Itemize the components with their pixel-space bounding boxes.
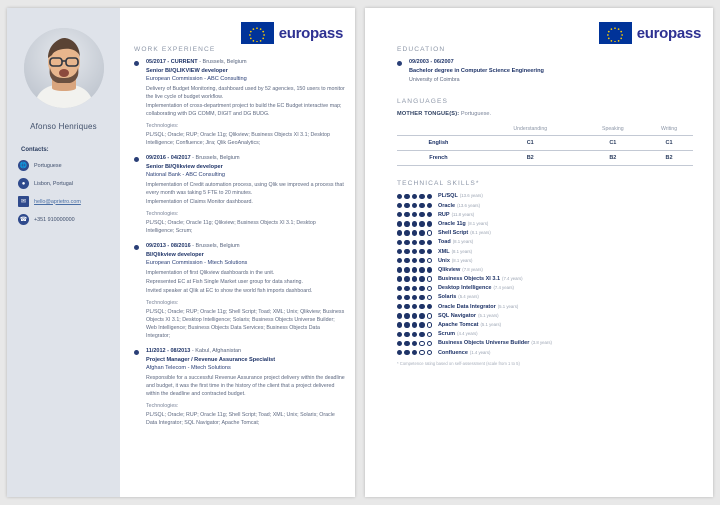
rating-dot-filled [412, 203, 417, 208]
work-entry-role: Senior BI/Qlikview developer [146, 163, 223, 170]
skill-list [397, 193, 693, 355]
rating-dot-filled [404, 221, 409, 226]
work-entry-location: - Brussels, Belgium [190, 154, 240, 161]
rating-dot-filled [419, 212, 424, 217]
europass-wordmark: europass [278, 24, 343, 42]
skill-row [397, 203, 693, 209]
work-entry-date: 09/2016 - 04/2017 - Brussels, Belgium [146, 154, 240, 161]
work-experience-section [120, 8, 355, 497]
skill-years: (7.4 years) [502, 276, 523, 282]
rating-dot-filled [427, 304, 432, 309]
technologies-block [146, 300, 345, 340]
skill-name [438, 276, 523, 282]
location-pin-icon: ● [18, 178, 29, 189]
languages-cell-language: English [397, 136, 480, 151]
skill-name-text: Apache Tomcat [437, 322, 479, 329]
rating-dot-filled [427, 212, 432, 217]
skill-rating-dots [397, 304, 432, 309]
skill-name-text: Oracle 11g [437, 220, 466, 227]
skill-rating-dots [397, 221, 432, 226]
rating-dot-filled [412, 258, 417, 263]
rating-dot-filled [397, 304, 402, 309]
rating-dot-empty [427, 276, 432, 281]
skill-name [438, 340, 552, 346]
rating-dot-filled [412, 313, 417, 318]
work-entry-list [134, 59, 345, 427]
education-entry [397, 59, 693, 84]
rating-dot-filled [419, 249, 424, 254]
rating-dot-filled [404, 350, 409, 355]
rating-dot-filled [404, 341, 409, 346]
rating-dot-empty [427, 313, 432, 318]
rating-dot-filled [397, 332, 402, 337]
technologies-label: Technologies: [146, 299, 179, 306]
cv-page-2 [365, 8, 713, 497]
work-entry-location: - Kabul, Afghanistan [190, 347, 242, 354]
work-entry [134, 243, 345, 340]
languages-cell-writing: B2 [645, 151, 693, 166]
languages-cell-understanding: B2 [480, 151, 581, 166]
rating-dot-filled [397, 194, 402, 199]
rating-dot-filled [419, 240, 424, 245]
bullet-icon [134, 350, 139, 355]
rating-dot-filled [412, 230, 417, 235]
skill-name [438, 313, 499, 319]
skill-row [397, 221, 693, 227]
skill-row [397, 258, 693, 264]
skill-name [438, 193, 483, 199]
mother-tongue-value: Portuguese. [459, 111, 492, 118]
skill-years: (5.4 years) [458, 294, 479, 300]
skill-rating-dots [397, 322, 432, 327]
globe-icon: 🌐 [18, 160, 29, 171]
page2-content [365, 8, 713, 497]
contact-phone-text: +351 910000000 [34, 216, 75, 223]
rating-dot-filled [427, 221, 432, 226]
contact-email-text[interactable]: hello@aprietro.com [34, 198, 81, 205]
skill-rating-dots [397, 230, 432, 235]
work-entry-company: Afghan Telecom - Mtech Solutions [146, 365, 231, 372]
skill-name-text: SQL Navigator [437, 312, 477, 319]
rating-dot-filled [404, 249, 409, 254]
skill-name-text: Scrum [437, 331, 456, 338]
skill-row [397, 313, 693, 319]
skill-rating-dots [397, 249, 432, 254]
education-school: University of Coimbra [409, 77, 460, 84]
skill-row [397, 340, 693, 346]
skill-name [438, 285, 514, 291]
rating-dot-filled [404, 322, 409, 327]
work-entry-role: Senior BI/QLIKVIEW developer [146, 67, 228, 74]
rating-dot-empty [427, 350, 432, 355]
rating-dot-filled [397, 258, 402, 263]
skill-years: (7.4 years) [493, 285, 514, 291]
rating-dot-filled [404, 194, 409, 199]
rating-dot-filled [419, 267, 424, 272]
rating-dot-filled [412, 194, 417, 199]
skill-row [397, 212, 693, 218]
skill-rating-dots [397, 341, 432, 346]
skill-name [438, 239, 473, 245]
skill-name [438, 221, 488, 227]
contact-email[interactable] [15, 196, 112, 207]
work-entry-description-line: Responsible for a successful Revenue Assurance project delivery within the deadline and budget, it was the first time in the history of the client that a project delivered within the deadline and contracted budget. [146, 374, 345, 397]
rating-dot-filled [427, 203, 432, 208]
contact-location-text: Lisbon, Portugal [34, 180, 73, 187]
languages-table-header [397, 124, 693, 136]
rating-dot-filled [419, 230, 424, 235]
contact-location [15, 178, 112, 189]
rating-dot-empty [427, 332, 432, 337]
bullet-icon [134, 157, 139, 162]
skill-name [438, 294, 479, 300]
rating-dot-filled [412, 304, 417, 309]
bullet-icon [134, 245, 139, 250]
languages-table-body [397, 136, 693, 166]
rating-dot-empty [419, 350, 424, 355]
skill-row [397, 350, 693, 356]
rating-dot-filled [397, 350, 402, 355]
rating-dot-filled [404, 240, 409, 245]
skill-years: (8.1 years) [451, 257, 473, 263]
technologies-block [146, 403, 345, 427]
rating-dot-filled [397, 230, 402, 235]
skill-years: (7.8 years) [462, 266, 483, 272]
contact-nationality [15, 160, 112, 171]
skill-years: (11.8 years) [451, 211, 475, 217]
skill-name-text: Unix [437, 257, 450, 264]
europass-wordmark: europass [636, 24, 701, 42]
rating-dot-filled [404, 203, 409, 208]
rating-dot-filled [412, 295, 417, 300]
rating-dot-filled [397, 267, 402, 272]
rating-dot-filled [419, 194, 424, 199]
rating-dot-filled [404, 267, 409, 272]
work-entry-company: European Commission - Mtech Solutions [146, 260, 248, 267]
rating-dot-filled [427, 240, 432, 245]
skill-rating-dots [397, 286, 432, 291]
skill-rating-dots [397, 332, 432, 337]
rating-dot-filled [427, 267, 432, 272]
skill-years: (5.1 years) [480, 322, 502, 328]
rating-dot-filled [412, 240, 417, 245]
rating-dot-filled [397, 240, 402, 245]
technologies-label: Technologies: [146, 122, 179, 129]
technologies-block [146, 211, 345, 235]
rating-dot-filled [419, 295, 424, 300]
rating-dot-filled [427, 194, 432, 199]
education-degree: Bachelor degree in Computer Science Engineering [409, 67, 544, 74]
rating-dot-filled [419, 276, 424, 281]
languages-column-header: Writing [661, 126, 678, 133]
skill-name-text: Oracle [437, 202, 456, 209]
rating-dot-filled [412, 322, 417, 327]
skill-years: (13.6 years) [457, 202, 481, 208]
rating-dot-filled [397, 295, 402, 300]
rating-dot-filled [419, 332, 424, 337]
envelope-icon: ✉ [18, 196, 29, 207]
skill-years: (8.1 years) [451, 248, 473, 254]
rating-dot-filled [412, 221, 417, 226]
work-experience-title: WORK EXPERIENCE [134, 46, 216, 53]
skill-name [438, 322, 501, 328]
rating-dot-filled [412, 332, 417, 337]
skill-row [397, 322, 693, 328]
skill-name-text: Solaris [437, 294, 457, 301]
rating-dot-empty [427, 286, 432, 291]
rating-dot-filled [419, 203, 424, 208]
languages-column-header: Understanding [513, 126, 548, 133]
skill-name [438, 267, 483, 273]
skill-years: (4.4 years) [457, 331, 478, 337]
languages-cell-speaking: C1 [581, 136, 646, 151]
work-entry-description-line: Implementation of Claims Monitor dashboard. [146, 198, 253, 205]
bullet-icon [397, 61, 402, 66]
bullet-icon [134, 61, 139, 66]
rating-dot-empty [427, 341, 432, 346]
languages-cell-speaking: B2 [581, 151, 646, 166]
skill-name-text: XML [437, 248, 450, 255]
skill-name-text: Confluence [437, 349, 468, 356]
work-entry-description-line: Delivery of Budget Monitoring, dashboard used by 52 agencies, 150 users to monitor the live cycle of budget workflow. [146, 85, 345, 100]
rating-dot-filled [419, 304, 424, 309]
skill-row [397, 294, 693, 300]
skill-name [438, 331, 478, 337]
rating-dot-empty [427, 230, 432, 235]
rating-dot-filled [397, 286, 402, 291]
mother-tongue [397, 111, 693, 117]
skill-row [397, 285, 693, 291]
rating-dot-filled [397, 203, 402, 208]
skill-row [397, 193, 693, 199]
skill-name [438, 350, 491, 356]
rating-dot-filled [404, 230, 409, 235]
technologies-list: PL/SQL; Oracle; RUP; Oracle 11g; Shell Script; Toad; XML; Unix; Qlikview; Business Objects XI 3.1; Desktop Intelligence; Solaris; Business Objects Universe Builder; Web Intelligence; Business Objects Data Services; Business Objects Data Integrator; [146, 308, 345, 339]
languages-column-header [397, 124, 480, 136]
work-entry-company: National Bank - ABC Consulting [146, 172, 225, 179]
skill-rating-dots [397, 194, 432, 199]
skill-name-text: Business Objects Universe Builder [437, 340, 530, 347]
skill-name-text: Qlikview [437, 266, 461, 273]
person-name: Afonso Henriques [30, 122, 97, 131]
cv-page-1 [7, 8, 355, 497]
mother-tongue-label: MOTHER TONGUE(S): [397, 111, 460, 118]
rating-dot-filled [419, 221, 424, 226]
skill-name [438, 212, 474, 218]
work-entry [134, 348, 345, 427]
skill-name [438, 230, 491, 236]
education-title: EDUCATION [397, 46, 446, 53]
rating-dot-filled [397, 313, 402, 318]
work-entry-description-line: Implementation of first Qlikview dashboards in the unit. [146, 269, 275, 276]
languages-cell-language: French [397, 151, 480, 166]
skill-rating-dots [397, 267, 432, 272]
rating-dot-filled [404, 313, 409, 318]
languages-cell-understanding: C1 [480, 136, 581, 151]
work-entry-date: 09/2013 - 08/2016 - Brussels, Belgium [146, 242, 240, 249]
work-entry-description-line: Implementation of cross-department project to build the EC Budget interactive map; collaborating with DG COMM, DIGIT and DG BUDG. [146, 102, 342, 117]
languages-row [397, 151, 693, 166]
skill-row [397, 276, 693, 282]
rating-dot-filled [397, 212, 402, 217]
skill-rating-dots [397, 203, 432, 208]
skills-footnote: * Competence rating based on self-assessment (scale from 1 to 5) [397, 360, 520, 366]
work-entry-description-line: Implementation of Credit automation process, using Qlik we improved a process that every month was taking 5 FTE to 20 minutes. [146, 181, 344, 196]
work-entry [134, 155, 345, 235]
languages-table [397, 124, 693, 166]
rating-dot-filled [419, 258, 424, 263]
skill-years: (13.6 years) [459, 193, 483, 199]
work-entry-date: 11/2012 - 08/2013 - Kabul, Afghanistan [146, 347, 242, 354]
contacts-label: Contacts: [21, 147, 49, 153]
skill-name-text: Business Objects XI 3.1 [437, 276, 501, 283]
rating-dot-filled [404, 276, 409, 281]
rating-dot-filled [397, 322, 402, 327]
technical-skills-title: TECHNICAL SKILLS* [397, 180, 480, 188]
skill-name [438, 304, 518, 310]
work-entry-location: - Brussels, Belgium [190, 242, 240, 249]
skill-name [438, 258, 472, 264]
skill-row [397, 267, 693, 273]
rating-dot-filled [419, 286, 424, 291]
skill-years: (5.1 years) [478, 312, 499, 318]
rating-dot-filled [412, 267, 417, 272]
languages-cell-writing: C1 [645, 136, 693, 151]
rating-dot-filled [412, 212, 417, 217]
technologies-list: PL/SQL; Oracle; Oracle 11g; Qlikview; Business Objects XI 3.1; Desktop Intelligence; Scrum; [146, 219, 316, 234]
skill-rating-dots [397, 350, 432, 355]
rating-dot-filled [427, 249, 432, 254]
skill-row [397, 239, 693, 245]
skill-rating-dots [397, 276, 432, 281]
technologies-block [146, 123, 345, 147]
technologies-label: Technologies: [146, 402, 179, 409]
technologies-label: Technologies: [146, 210, 179, 217]
skill-rating-dots [397, 258, 432, 263]
rating-dot-empty [427, 322, 432, 327]
skill-name [438, 203, 480, 209]
skill-rating-dots [397, 313, 432, 318]
rating-dot-filled [404, 286, 409, 291]
rating-dot-empty [419, 341, 424, 346]
rating-dot-filled [397, 221, 402, 226]
avatar [24, 28, 104, 108]
work-entry-role: BI/Qlikview developer [146, 251, 204, 258]
skill-name-text: Shell Script [437, 230, 469, 237]
work-entry [134, 59, 345, 147]
skill-name-text: PL/SQL [437, 193, 458, 200]
rating-dot-filled [412, 276, 417, 281]
work-entry-date: 05/2017 - CURRENT - Brussels, Belgium [146, 59, 247, 65]
skill-row [397, 230, 693, 236]
skill-row [397, 249, 693, 255]
languages-column-header: Speaking [602, 126, 624, 133]
rating-dot-filled [404, 258, 409, 263]
skill-years: (5.1 years) [497, 303, 519, 309]
rating-dot-filled [397, 341, 402, 346]
technologies-list: PL/SQL; Oracle; RUP; Oracle 11g; Shell Script; Toad; XML; Unix; Solaris; Oracle Data Integrator; SQL Navigator; Apache Tomcat; [146, 411, 335, 426]
rating-dot-filled [404, 332, 409, 337]
rating-dot-filled [419, 313, 424, 318]
skill-rating-dots [397, 212, 432, 217]
technologies-list: PL/SQL; Oracle; RUP; Oracle 11g; Qlikview; Business Objects XI 3.1; Desktop Intelligence; Confluence; Jira; Qlik GeoAnalytics; [146, 131, 330, 146]
rating-dot-empty [427, 258, 432, 263]
skill-name-text: Toad [437, 239, 451, 246]
skill-years: (8.1 years) [467, 220, 489, 226]
phone-icon: ☎ [18, 214, 29, 225]
skill-row [397, 331, 693, 337]
skill-years: (3.8 years) [531, 340, 552, 346]
education-date: 09/2003 - 06/2007 [409, 59, 454, 65]
work-entry-description-line: Represented EC at Fish Single Market user group for data sharing. [146, 278, 303, 285]
skill-years: (8.1 years) [470, 230, 491, 236]
rating-dot-filled [412, 341, 417, 346]
profile-sidebar [7, 8, 120, 497]
skill-name-text: RUP [437, 211, 450, 218]
work-entry-company: European Commission - ABC Consulting [146, 76, 247, 83]
skill-name-text: Oracle Data Integrator [437, 303, 496, 310]
rating-dot-empty [427, 295, 432, 300]
skill-rating-dots [397, 240, 432, 245]
languages-row [397, 136, 693, 151]
languages-title: LANGUAGES [397, 98, 448, 106]
rating-dot-filled [404, 304, 409, 309]
skill-years: (8.1 years) [452, 239, 474, 245]
skill-name-text: Desktop Intelligence [437, 285, 492, 292]
rating-dot-filled [397, 249, 402, 254]
work-entry-location: - Brussels, Belgium [197, 59, 247, 65]
rating-dot-filled [412, 286, 417, 291]
skill-years: (1.4 years) [469, 349, 491, 355]
work-entry-description-line: Invited speaker at Qlik at EC to show the world fish imports dashboard. [146, 287, 313, 294]
skill-row [397, 304, 693, 310]
skill-name [438, 249, 472, 255]
rating-dot-filled [412, 350, 417, 355]
rating-dot-filled [397, 276, 402, 281]
work-entry-role: Project Manager / Revenue Assurance Specialist [146, 356, 276, 363]
contact-nationality-text: Portuguese [34, 162, 62, 169]
rating-dot-filled [404, 295, 409, 300]
skill-rating-dots [397, 295, 432, 300]
rating-dot-filled [412, 249, 417, 254]
rating-dot-filled [419, 322, 424, 327]
rating-dot-filled [404, 212, 409, 217]
contact-phone [15, 214, 112, 225]
